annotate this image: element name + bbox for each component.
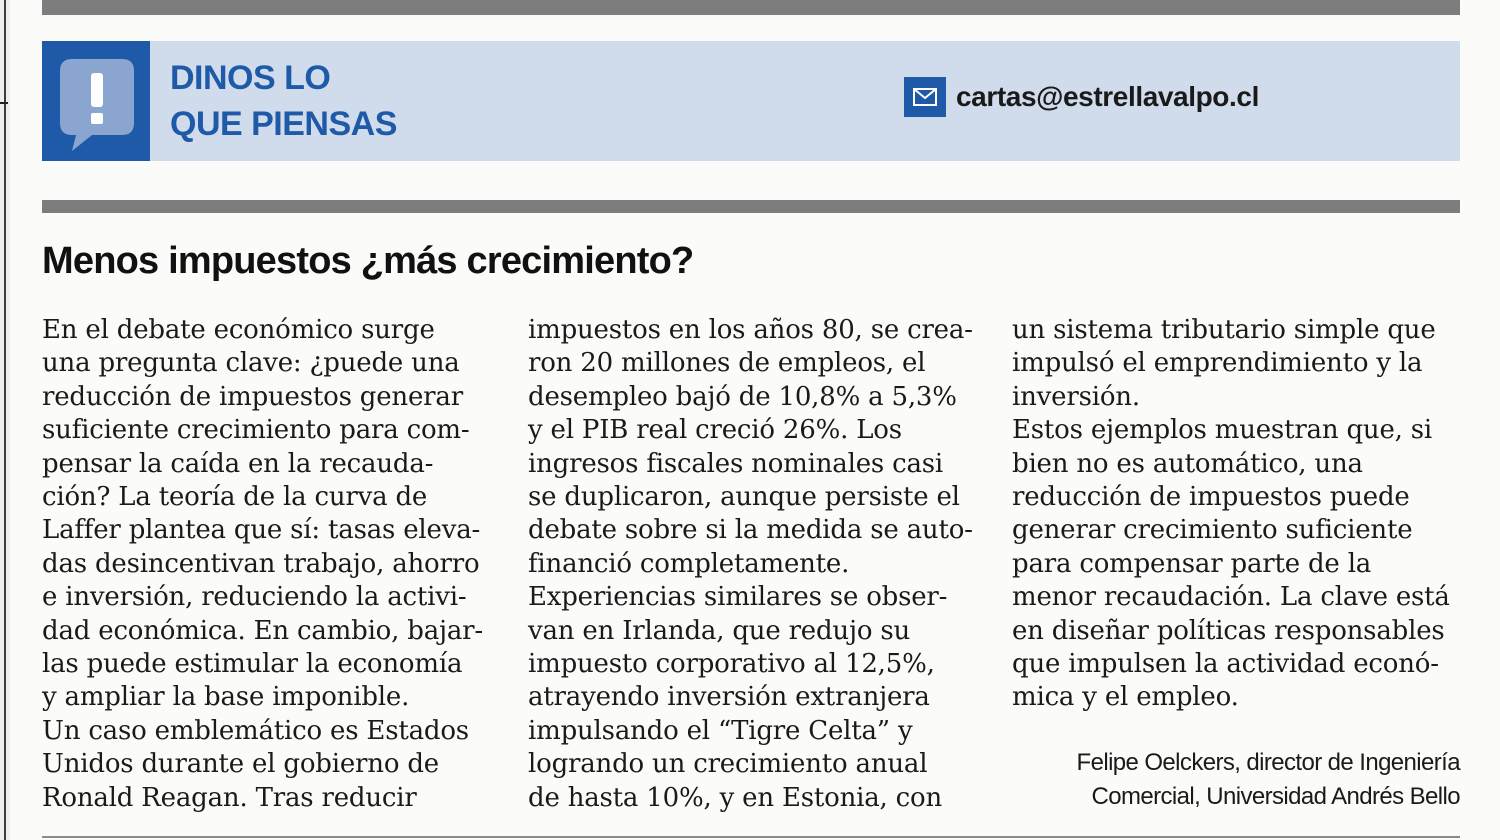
byline-line-1: Felipe Oelckers, director de Ingeniería xyxy=(1076,749,1460,776)
email-link[interactable]: cartas@estrellavalpo.cl xyxy=(956,81,1259,112)
article-text-line: financió completamente. xyxy=(528,548,850,579)
article-text-line: das desincentivan trabajo, ahorro xyxy=(42,548,480,579)
article-text-line: debate sobre si la medida se auto- xyxy=(528,515,973,546)
article-column-2 xyxy=(528,314,988,815)
article-text-line: En el debate económico surge xyxy=(42,315,435,345)
article-text-line: impuesto corporativo al 12,5%, xyxy=(528,649,935,680)
article-text-line: Ronald Reagan. Tras reducir xyxy=(42,782,417,813)
article-text-line: Laffer plantea que sí: tasas eleva- xyxy=(42,515,481,546)
article-text-line: Estos ejemplos muestran que, si xyxy=(1012,415,1433,446)
article-text-line: generar crecimiento suficiente xyxy=(1012,515,1413,546)
banner-title xyxy=(170,55,490,147)
article-text-line: las puede estimular la economía xyxy=(42,649,463,680)
article-text-line: Un caso emblemático es Estados xyxy=(42,715,469,746)
article-text-line: ron 20 millones de empleos, el xyxy=(528,348,926,379)
speech-bubble-exclamation-icon xyxy=(58,57,136,153)
article-text-line: en diseñar políticas responsables xyxy=(1012,615,1445,646)
article-text-line: impuestos en los años 80, se crea- xyxy=(528,315,973,345)
article-text-line: para compensar parte de la xyxy=(1012,548,1372,579)
middle-divider-bar xyxy=(42,200,1460,213)
article-text-line: reducción de impuestos generar xyxy=(42,381,463,412)
article-text-line: Experiencias similares se obser- xyxy=(528,582,948,613)
letters-banner xyxy=(42,41,1460,161)
byline-line-2: Comercial, Universidad Andrés Bello xyxy=(1091,783,1460,810)
article-headline: Menos impuestos ¿más crecimiento? xyxy=(42,240,694,282)
article-text-line: y el PIB real creció 26%. Los xyxy=(528,415,902,446)
page-left-rule xyxy=(4,0,6,840)
article-byline xyxy=(1077,746,1460,814)
article-text-line: Unidos durante el gobierno de xyxy=(42,749,439,780)
article-text-line: desempleo bajó de 10,8% a 5,3% xyxy=(528,381,957,412)
top-divider-bar xyxy=(42,0,1460,15)
article-text-line: inversión. xyxy=(1012,381,1140,412)
article-text-line: que impulsen la actividad econó- xyxy=(1012,649,1439,680)
banner-icon-box xyxy=(42,41,150,161)
article-text-line: suficiente crecimiento para com- xyxy=(42,415,470,446)
article-text-line: una pregunta clave: ¿puede una xyxy=(42,348,460,379)
article-text-line: e inversión, reduciendo la activi- xyxy=(42,582,467,613)
article-text-line: de hasta 10%, y en Estonia, con xyxy=(528,782,943,813)
envelope-icon xyxy=(913,88,937,106)
article-text-line: impulsó el emprendimiento y la xyxy=(1012,348,1423,379)
article-column-1 xyxy=(42,314,502,815)
bottom-divider-rule xyxy=(42,836,1460,838)
article-text-line: y ampliar la base imponible. xyxy=(42,682,410,713)
article-text-line: reducción de impuestos puede xyxy=(1012,482,1410,513)
article-text-line: ingresos fiscales nominales casi xyxy=(528,448,944,479)
envelope-icon-box xyxy=(904,77,946,117)
article-text-line: van en Irlanda, que redujo su xyxy=(528,615,911,646)
page-left-tick xyxy=(0,102,8,104)
article-text-line: ción? La teoría de la curva de xyxy=(42,482,428,513)
banner-title-line2: QUE PIENSAS xyxy=(170,105,397,143)
article-text-line: un sistema tributario simple que xyxy=(1012,315,1436,345)
banner-title-line1: DINOS LO xyxy=(170,59,331,97)
article-text-line: atrayendo inversión extranjera xyxy=(528,682,930,713)
article-column-3 xyxy=(1012,314,1472,715)
article-text-line: bien no es automático, una xyxy=(1012,448,1363,479)
article-text-line: pensar la caída en la recauda- xyxy=(42,448,434,479)
article-text-line: menor recaudación. La clave está xyxy=(1012,582,1450,613)
article-text-line: logrando un crecimiento anual xyxy=(528,749,928,780)
article-text-line: impulsando el “Tigre Celta” y xyxy=(528,715,913,746)
article-text-line: mica y el empleo. xyxy=(1012,682,1239,713)
article-text-line: se duplicaron, aunque persiste el xyxy=(528,482,960,513)
article-text-line: dad económica. En cambio, bajar- xyxy=(42,615,483,646)
